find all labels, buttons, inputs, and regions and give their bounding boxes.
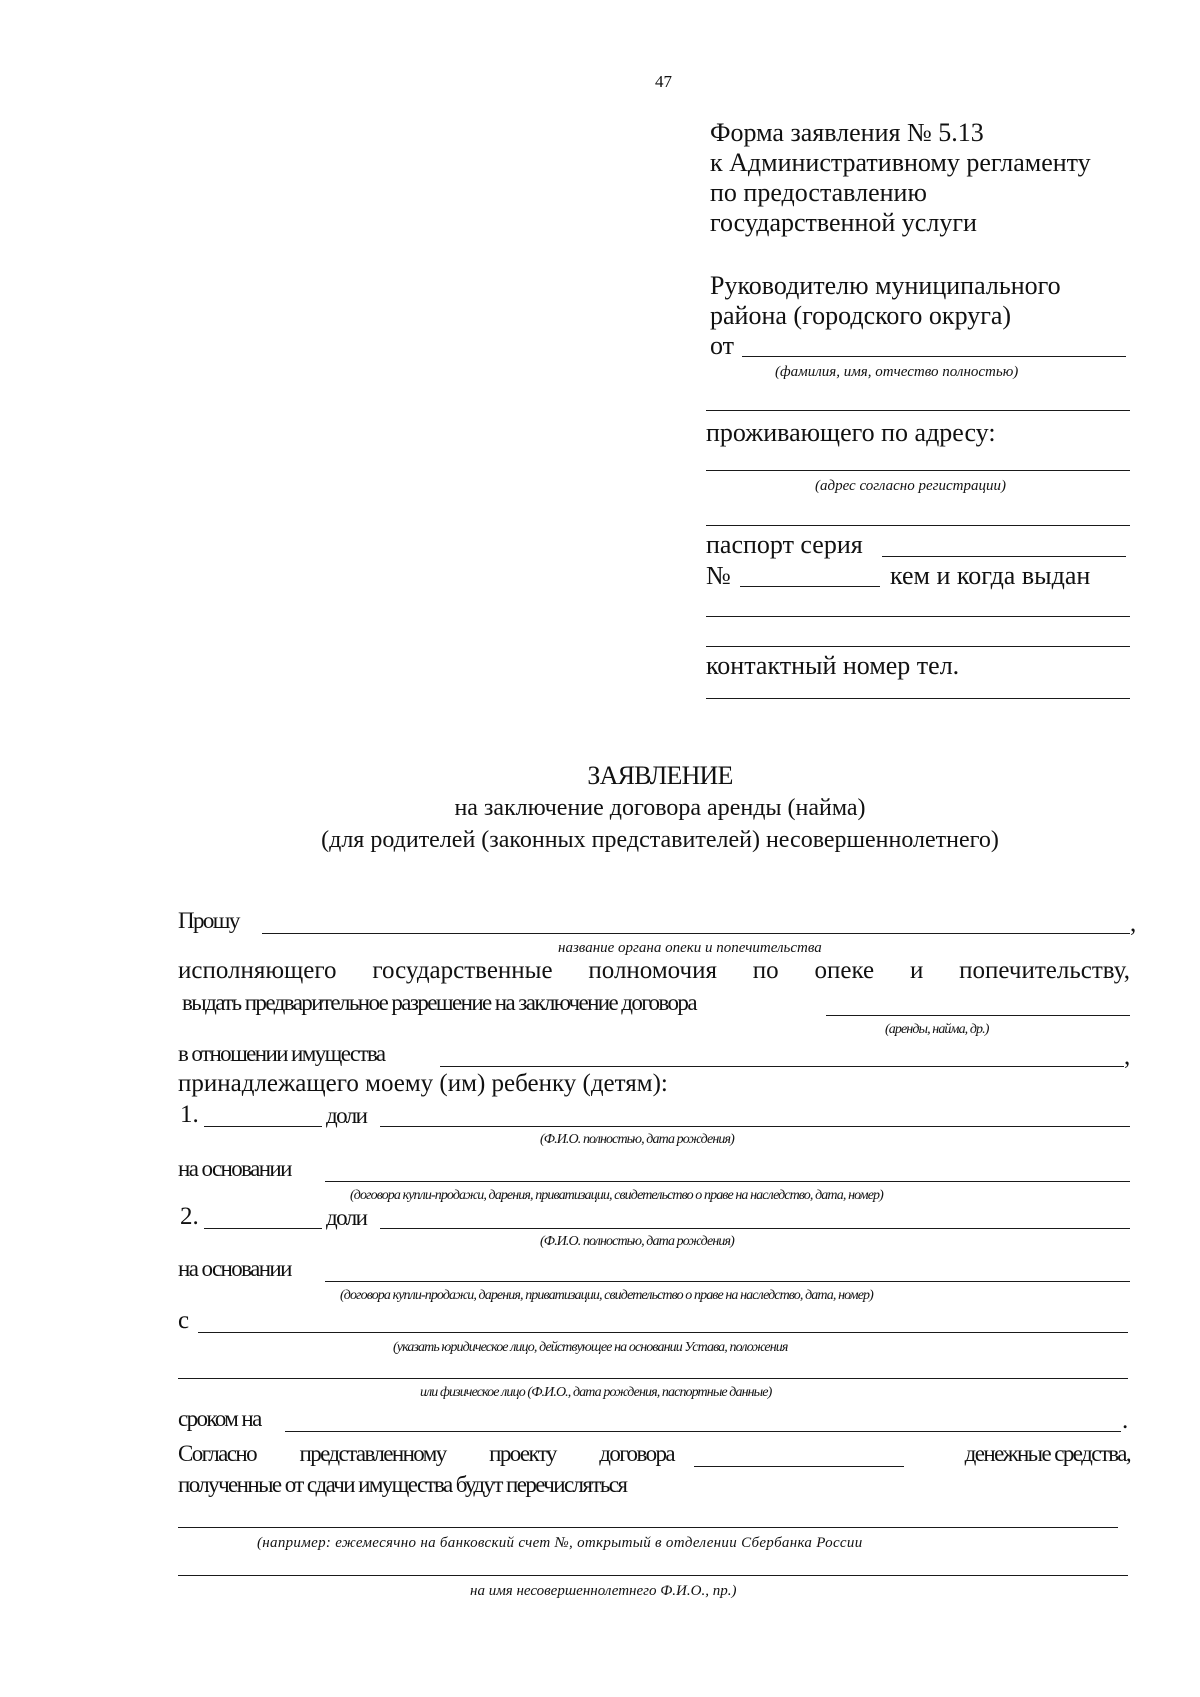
address-field[interactable]: [706, 470, 1130, 471]
transfer-details-field-continued[interactable]: [178, 1575, 1128, 1576]
with-label: с: [178, 1307, 190, 1334]
contract-type-caption: (аренды, найма, др.): [885, 1022, 989, 1037]
passport-series-field[interactable]: [882, 556, 1126, 557]
address-caption: (адрес согласно регистрации): [815, 478, 1006, 494]
authority-field[interactable]: [262, 933, 1130, 934]
transfer-line: полученные от сдачи имущества будут перечисляться: [178, 1472, 627, 1497]
issue-permission-text: выдать предварительное разрешение на заключение договора: [182, 990, 696, 1015]
example-caption: (например: ежемесячно на банковский счет №, открытый в отделении Сбербанка России: [257, 1535, 863, 1551]
basis-caption: (договора купли-продажи, дарения, приватизации, свидетельство о праве на наследство, дата, номер): [340, 1288, 873, 1303]
passport-issued-field[interactable]: [706, 616, 1130, 617]
term-label: сроком на: [178, 1406, 261, 1431]
share-label: доли: [326, 1103, 367, 1128]
fio-caption: (фамилия, имя, отчество полностью): [775, 364, 1019, 380]
request-word: Прошу: [178, 908, 239, 933]
party-caption: (указать юридическое лицо, действующее на основании Устава, положения: [393, 1340, 788, 1355]
word: представленному: [299, 1441, 446, 1466]
form-line: Форма заявления № 5.13: [710, 118, 984, 147]
word: попечительству,: [959, 957, 1130, 984]
word: Согласно: [178, 1441, 257, 1466]
comma: ,: [1124, 1043, 1131, 1070]
term-field[interactable]: [285, 1431, 1121, 1432]
number-sign: №: [706, 561, 731, 590]
child-caption: (Ф.И.О. полностью, дата рождения): [540, 1132, 734, 1147]
child-name-field[interactable]: [380, 1228, 1130, 1229]
passport-issued-field-continued[interactable]: [706, 646, 1130, 647]
form-reference: [710, 118, 1091, 238]
funds-label: денежные средства,: [964, 1441, 1130, 1466]
form-line: государственной услуги: [710, 208, 977, 237]
item-number: 2.: [180, 1203, 199, 1230]
addressee: [710, 271, 1061, 331]
residing-label: проживающего по адресу:: [706, 418, 996, 447]
share-label: доли: [326, 1205, 367, 1230]
contract-type-field[interactable]: [826, 1015, 1130, 1016]
applicant-name-field-continued[interactable]: [706, 410, 1130, 411]
basis-label: на основании: [178, 1256, 291, 1281]
addressee-line: Руководителю муниципального: [710, 271, 1061, 300]
passport-series-label: паспорт серия: [706, 530, 863, 559]
basis-field[interactable]: [325, 1181, 1130, 1182]
word: исполняющего: [178, 957, 337, 984]
share-field[interactable]: [204, 1126, 322, 1127]
property-label: в отношении имущества: [178, 1041, 385, 1066]
performing-line: [178, 957, 1130, 985]
word: проекту: [489, 1441, 556, 1466]
word: по: [752, 957, 779, 984]
example-caption: на имя несовершеннолетнего Ф.И.О., пр.): [470, 1583, 737, 1599]
word: договора: [599, 1441, 674, 1466]
title-main: ЗАЯВЛЕНИЕ: [587, 761, 733, 790]
authority-caption: название органа опеки и попечительства: [558, 940, 822, 956]
form-line: к Административному регламенту: [710, 148, 1091, 177]
property-field[interactable]: [440, 1066, 1124, 1067]
word: опеке: [814, 957, 875, 984]
phone-label: контактный номер тел.: [706, 651, 960, 680]
basis-caption: (договора купли-продажи, дарения, приватизации, свидетельство о праве на наследство, дата, номер): [350, 1188, 883, 1203]
passport-number-field[interactable]: [740, 586, 880, 587]
form-line: по предоставлению: [710, 178, 927, 207]
party-caption: или физическое лицо (Ф.И.О., дата рождения, паспортные данные): [420, 1385, 772, 1400]
phone-field[interactable]: [706, 698, 1130, 699]
party-field[interactable]: [198, 1332, 1128, 1333]
from-label: от: [710, 331, 735, 360]
document-title: [0, 760, 1200, 856]
issued-label: кем и когда выдан: [890, 561, 1091, 590]
word: и: [909, 957, 924, 984]
title-sub: на заключение договора аренды (найма): [454, 795, 866, 821]
word: государственные: [372, 957, 553, 984]
contract-amount-field[interactable]: [694, 1466, 904, 1467]
belonging-text: принадлежащего моему (им) ребенку (детям):: [178, 1070, 668, 1097]
child-name-field[interactable]: [380, 1126, 1130, 1127]
share-field[interactable]: [204, 1228, 322, 1229]
title-sub: (для родителей (законных представителей) несовершеннолетнего): [321, 827, 999, 853]
word: полномочия: [588, 957, 717, 984]
according-line: [178, 1441, 674, 1467]
page-number: 47: [655, 72, 672, 91]
applicant-name-field[interactable]: [742, 356, 1126, 357]
item-number: 1.: [180, 1101, 199, 1128]
transfer-details-field[interactable]: [178, 1527, 1118, 1528]
address-field-continued[interactable]: [706, 525, 1130, 526]
basis-field[interactable]: [325, 1281, 1130, 1282]
period: .: [1122, 1407, 1129, 1434]
party-field-continued[interactable]: [178, 1378, 1128, 1379]
comma: ,: [1130, 910, 1137, 937]
basis-label: на основании: [178, 1156, 291, 1181]
addressee-line: района (городского округа): [710, 301, 1012, 330]
child-caption: (Ф.И.О. полностью, дата рождения): [540, 1234, 734, 1249]
